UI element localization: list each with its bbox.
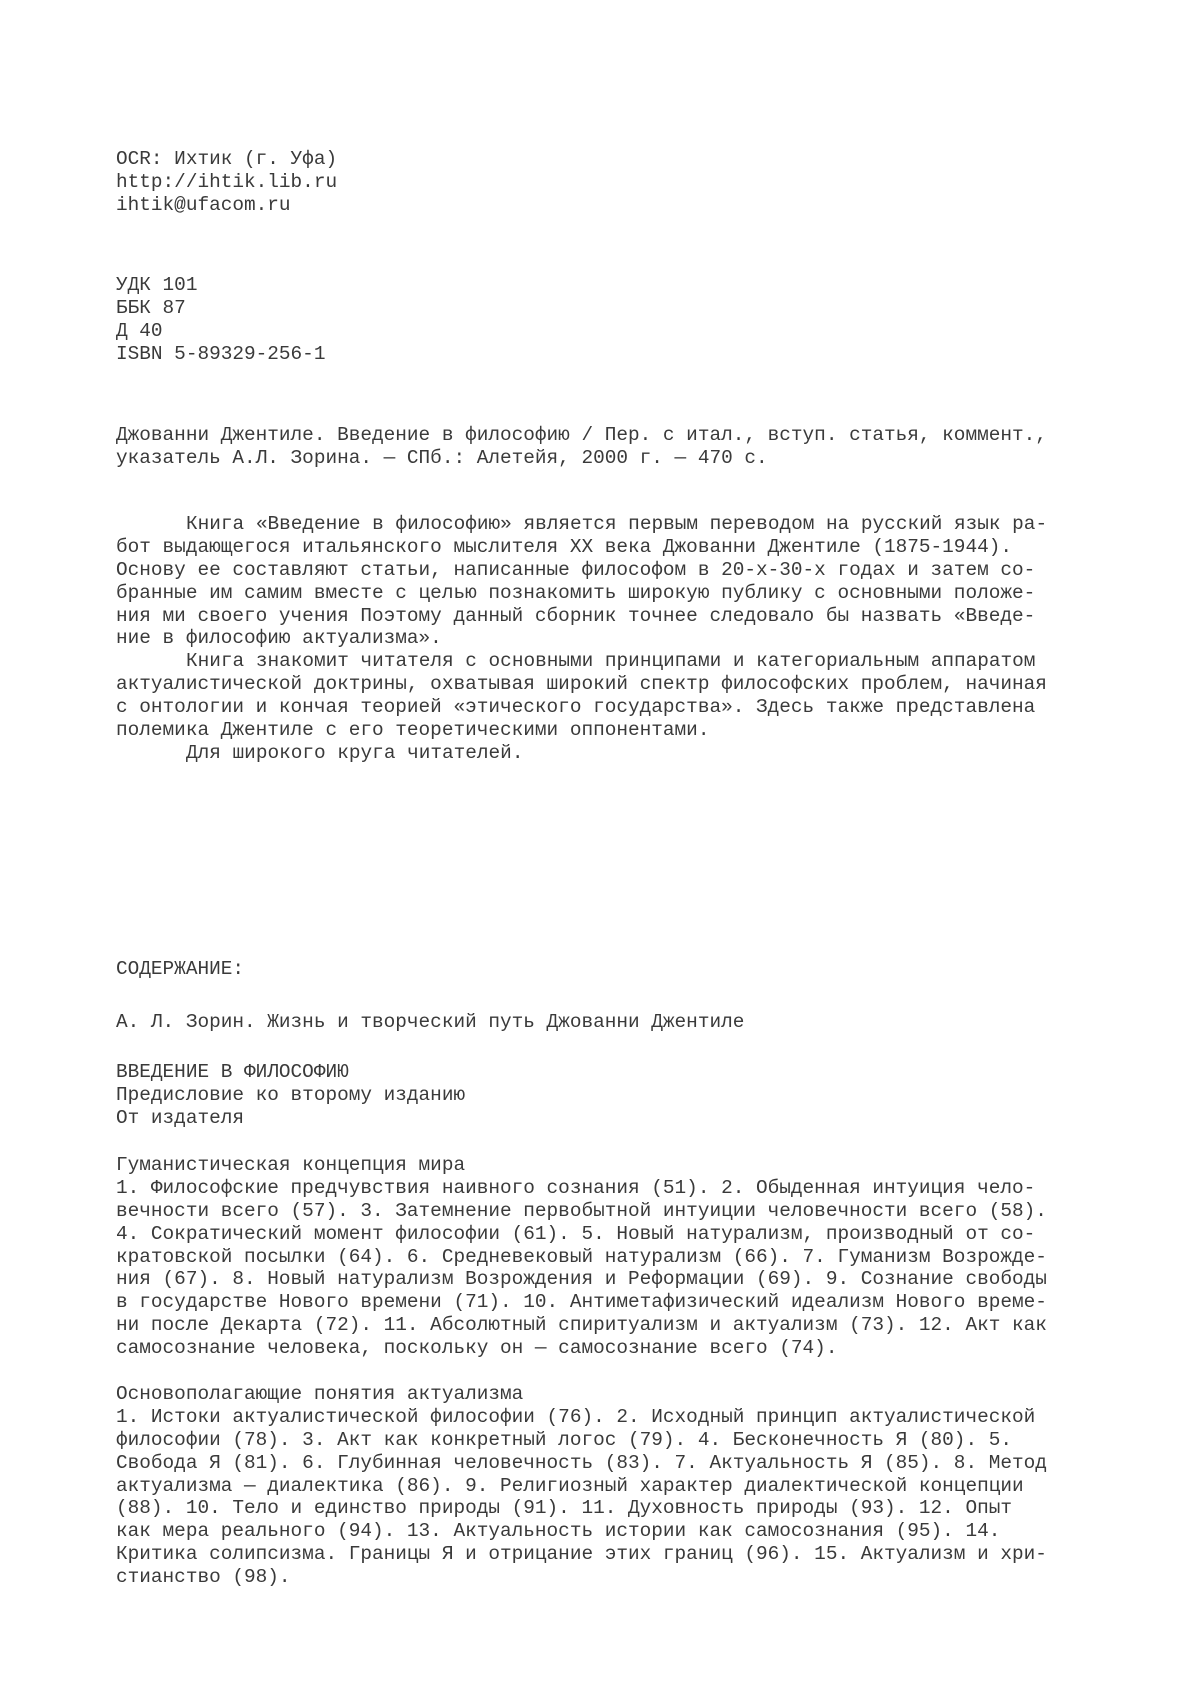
contents-book-block <box>116 1061 1096 1130</box>
text-line: Книга «Введение в философию» является первым переводом на русский язык ра- <box>116 513 1096 536</box>
toc-entry: Предисловие ко второму изданию <box>116 1084 1096 1107</box>
text-line: Книга знакомит читателя с основными принципами и категориальным аппаратом <box>116 650 1096 673</box>
text-line: ние в философию актуализма». <box>116 627 1096 650</box>
book-title: ВВЕДЕНИЕ В ФИЛОСОФИЮ <box>116 1061 1096 1084</box>
text-line: ния ми своего учения Поэтому данный сборник точнее следовало бы назвать «Введе- <box>116 605 1096 628</box>
bibliography-line: указатель А.Л. Зорина. — СПб.: Алетейя, 2000 г. — 470 с. <box>116 447 1096 470</box>
toc-entry: А. Л. Зорин. Жизнь и творческий путь Джованни Джентиле <box>116 1011 1096 1034</box>
text-line: вечности всего (57). 3. Затемнение первобытной интуиции человечности всего (58). <box>116 1200 1096 1223</box>
ocr-credit: OCR: Ихтик (г. Уфа) <box>116 148 1096 171</box>
bibliographic-entry <box>116 424 1096 470</box>
annotation-paragraph-2 <box>116 650 1096 742</box>
annotation-paragraph-3 <box>116 742 1096 765</box>
text-line: 1. Философские предчувствия наивного сознания (51). 2. Обыденная интуиция чело- <box>116 1177 1096 1200</box>
text-line: ни после Декарта (72). 11. Абсолютный спиритуализм и актуализм (73). 12. Акт как <box>116 1314 1096 1337</box>
annotation-paragraph-1 <box>116 513 1096 650</box>
contents-section-1 <box>116 1154 1096 1360</box>
text-line: бот выдающегося итальянского мыслителя XX века Джованни Джентиле (1875-1944). <box>116 536 1096 559</box>
classification-codes <box>116 274 1096 366</box>
text-line: бранные им самим вместе с целью познакомить широкую публику с основными положе- <box>116 582 1096 605</box>
text-line: философии (78). 3. Акт как конкретный логос (79). 4. Бесконечность Я (80). 5. <box>116 1429 1096 1452</box>
text-line: кратовской посылки (64). 6. Средневековый натурализм (66). 7. Гуманизм Возрожде- <box>116 1246 1096 1269</box>
isbn: ISBN 5-89329-256-1 <box>116 343 1096 366</box>
annotation <box>116 513 1096 765</box>
text-line: (88). 10. Тело и единство природы (91). 11. Духовность природы (93). 12. Опыт <box>116 1497 1096 1520</box>
text-line: Свобода Я (81). 6. Глубинная человечность (83). 7. Актуальность Я (85). 8. Метод <box>116 1452 1096 1475</box>
section-title: Гуманистическая концепция мира <box>116 1154 1096 1177</box>
text-line: Критика солипсизма. Границы Я и отрицание этих границ (96). 15. Актуализм и хри- <box>116 1543 1096 1566</box>
bibliography-line: Джованни Джентиле. Введение в философию / Пер. с итал., вступ. статья, коммент., <box>116 424 1096 447</box>
text-line: стианство (98). <box>116 1566 1096 1589</box>
contents-heading <box>116 958 1096 981</box>
text-line: 4. Сократический момент философии (61). 5. Новый натурализм, производный от со- <box>116 1223 1096 1246</box>
section-title: Основополагающие понятия актуализма <box>116 1383 1096 1406</box>
text-line: самосознание человека, поскольку он — самосознание всего (74). <box>116 1337 1096 1360</box>
text-line: 1. Истоки актуалистической философии (76). 2. Исходный принцип актуалистической <box>116 1406 1096 1429</box>
contents-section-2 <box>116 1383 1096 1589</box>
text-line: актуализма — диалектика (86). 9. Религиозный характер диалектической концепции <box>116 1475 1096 1498</box>
document-page <box>0 0 1200 1697</box>
contents-intro <box>116 1011 1096 1034</box>
text-line: Основу ее составляют статьи, написанные философом в 20-х-30-х годах и затем со- <box>116 559 1096 582</box>
text-line: как мера реального (94). 13. Актуальность истории как самосознания (95). 14. <box>116 1520 1096 1543</box>
text-line: Для широкого круга читателей. <box>116 742 1096 765</box>
author-mark: Д 40 <box>116 320 1096 343</box>
contents-title: СОДЕРЖАНИЕ: <box>116 958 1096 981</box>
udc-code: УДК 101 <box>116 274 1096 297</box>
text-line: ния (67). 8. Новый натурализм Возрождения и Реформации (69). 9. Сознание свободы <box>116 1268 1096 1291</box>
ocr-url: http://ihtik.lib.ru <box>116 171 1096 194</box>
text-line: с онтологии и кончая теорией «этического государства». Здесь также представлена <box>116 696 1096 719</box>
text-line: актуалистической доктрины, охватывая широкий спектр философских проблем, начиная <box>116 673 1096 696</box>
text-line: в государстве Нового времени (71). 10. Антиметафизический идеализм Нового време- <box>116 1291 1096 1314</box>
ocr-info <box>116 148 1096 217</box>
ocr-email: ihtik@ufacom.ru <box>116 194 1096 217</box>
bbk-code: ББК 87 <box>116 297 1096 320</box>
toc-entry: От издателя <box>116 1107 1096 1130</box>
text-line: полемика Джентиле с его теоретическими оппонентами. <box>116 719 1096 742</box>
